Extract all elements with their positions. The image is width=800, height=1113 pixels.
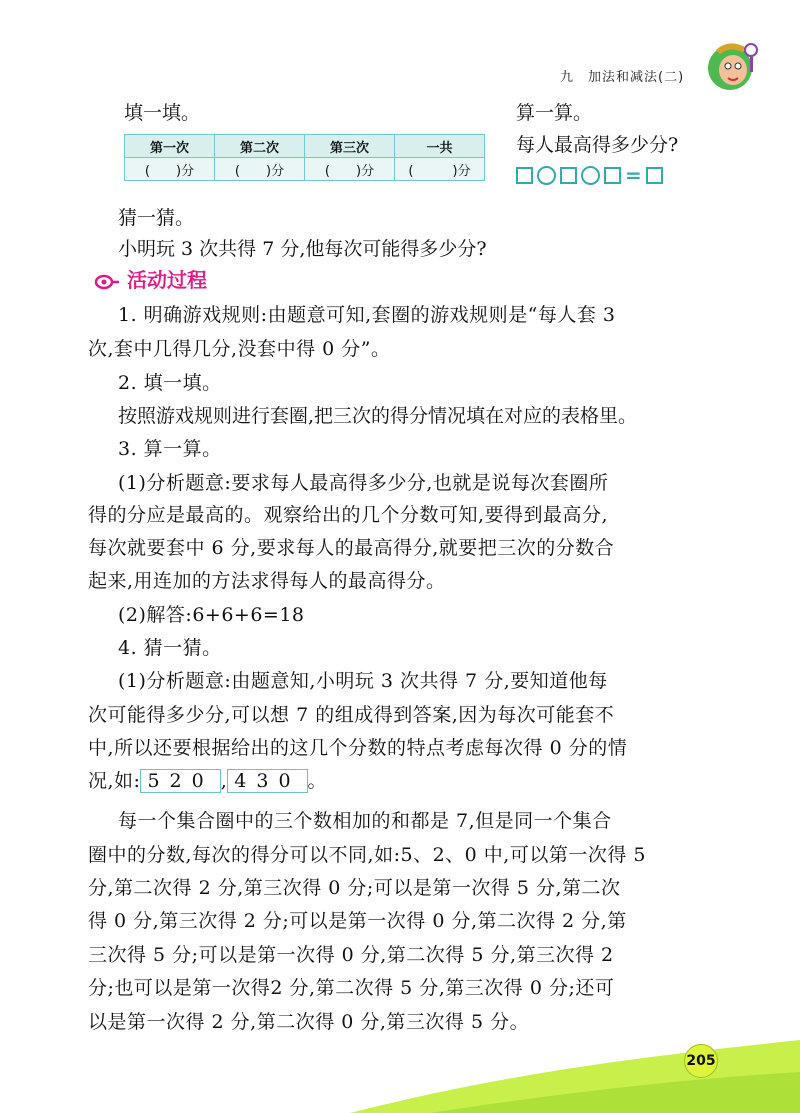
chapter-header: 九 加法和减法(二) [560, 70, 685, 85]
body-line: (1)分析题意:要求每人最高得多少分,也就是说每次套圈所 [118, 472, 609, 494]
mascot-icon [706, 38, 762, 98]
equals-sign: = [625, 163, 642, 187]
blank-square-icon[interactable] [646, 167, 663, 184]
table-blank-cell[interactable]: ( )分 [125, 158, 215, 181]
body-line: 起来,用连加的方法求得每人的最高得分。 [88, 570, 446, 592]
calc-question: 每人最高得多少分? [516, 134, 679, 156]
body-line: 次可能得多少分,可以想 7 的组成得到答案,因为每次可能套不 [88, 704, 615, 726]
body-line: 次,套中几得几分,没套中得 0 分”。 [88, 338, 391, 360]
guess-question: 小明玩 3 次共得 7 分,他每次可能得多少分? [118, 238, 487, 260]
body-line: 得的分应是最高的。观察给出的几个分数可知,要得到最高分, [88, 504, 609, 526]
activity-marker-icon [94, 274, 120, 290]
paragraph-line: 得 0 分,第三次得 2 分;可以是第一次得 0 分,第二次得 2 分,第 [88, 910, 627, 932]
paragraph-line: 每一个集合圈中的三个数相加的和都是 7,但是同一个集合 [118, 810, 612, 832]
calc-title: 算一算。 [516, 102, 593, 124]
blank-square-icon[interactable] [604, 167, 621, 184]
body-line: 中,所以还要根据给出的这几个分数的特点考虑每次得 0 分的情 [88, 737, 628, 759]
example-prefix: 况,如: [88, 770, 141, 792]
activity-title: 活动过程 [126, 268, 207, 292]
paragraph-line: 三次得 5 分;可以是第一次得 0 分,第二次得 5 分,第三次得 2 [88, 944, 614, 966]
example-separator: , [220, 770, 228, 792]
table-header-cell: 一共 [395, 135, 485, 158]
guess-title: 猜一猜。 [118, 207, 195, 229]
body-line: 1. 明确游戏规则:由题意可知,套圈的游戏规则是“每人套 3 [118, 304, 616, 326]
example-line [88, 766, 327, 793]
table-header-cell: 第二次 [215, 135, 305, 158]
equation-template [516, 163, 663, 187]
fill-title: 填一填。 [124, 102, 201, 124]
table-header-cell: 第一次 [125, 135, 215, 158]
blank-square-icon[interactable] [560, 167, 577, 184]
example-suffix: 。 [307, 770, 328, 792]
body-line: 3. 算一算。 [118, 438, 222, 460]
body-line: 4. 猜一猜。 [118, 637, 222, 659]
body-line: (1)分析题意:由题意知,小明玩 3 次共得 7 分,要知道他每 [118, 670, 608, 692]
table-blank-cell[interactable]: ( )分 [215, 158, 305, 181]
body-line: (2)解答:6+6+6=18 [118, 604, 305, 626]
paragraph-line: 以是第一次得 2 分,第二次得 0 分,第三次得 5 分。 [88, 1011, 530, 1033]
paragraph-line: 圈中的分数,每次的得分可以不同,如:5、2、0 中,可以第一次得 5 [88, 844, 646, 866]
table-blank-cell[interactable]: ( )分 [305, 158, 395, 181]
paragraph-line: 分;也可以是第一次得2 分,第二次得 5 分,第三次得 0 分;还可 [88, 977, 615, 999]
activity-heading [94, 264, 207, 293]
number-set-box: 430 [227, 769, 307, 793]
blank-square-icon[interactable] [516, 167, 533, 184]
score-table [124, 134, 485, 181]
page-number: 205 [684, 1044, 718, 1078]
body-line: 每次就要套中 6 分,要求每人的最高得分,就要把三次的分数合 [88, 537, 615, 559]
number-set-box: 520 [140, 769, 220, 793]
blank-circle-icon[interactable] [581, 166, 600, 185]
body-line: 2. 填一填。 [118, 372, 222, 394]
table-blank-cell[interactable]: ( )分 [395, 158, 485, 181]
table-header-cell: 第三次 [305, 135, 395, 158]
blank-circle-icon[interactable] [537, 166, 556, 185]
paragraph-line: 分,第二次得 2 分,第三次得 0 分;可以是第一次得 5 分,第二次 [88, 877, 621, 899]
body-line: 按照游戏规则进行套圈,把三次的得分情况填在对应的表格里。 [118, 405, 638, 427]
